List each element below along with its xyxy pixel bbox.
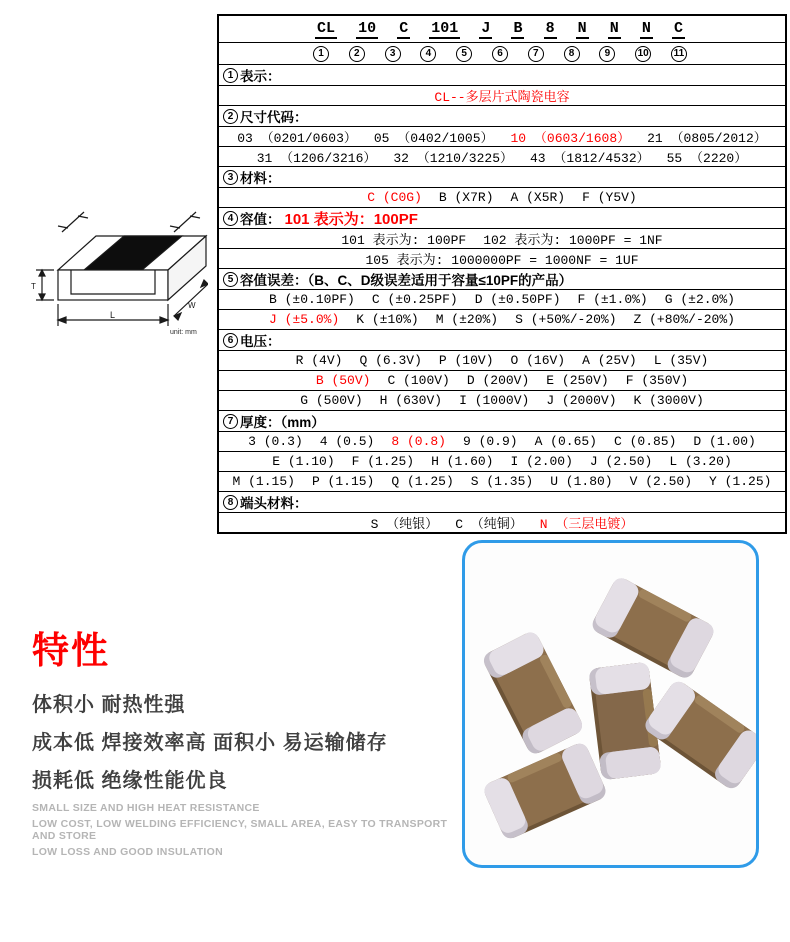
table-row <box>219 431 785 451</box>
table-cell: L (3.20) <box>669 454 732 469</box>
table-cell: 105 表示为: 1000000PF = 1000NF = 1UF <box>365 253 639 268</box>
features-title: 特性 <box>32 630 110 671</box>
table-cell: F (350V) <box>625 373 689 388</box>
diagram-unit-label: unit: mm <box>170 329 197 336</box>
table-cell: E (1.10) <box>272 454 335 469</box>
table-cell: C (100V) <box>387 373 450 388</box>
feature-en-line: SMALL SIZE AND HIGH HEAT RESISTANCE <box>32 802 260 814</box>
table-cell: 05 （0402/1005） <box>373 131 494 146</box>
section-title: 电压： <box>240 334 281 349</box>
table-cell: K (±10%) <box>356 312 419 327</box>
table-cell: 55 （2220） <box>666 151 748 166</box>
feature-line: 损耗低 绝缘性能优良 <box>32 770 228 792</box>
table-cell: S （纯银） <box>370 517 439 532</box>
feature-line: 体积小 耐热性强 <box>32 694 186 716</box>
position-number-badge: 11 <box>671 46 687 62</box>
table-cell: H (630V) <box>379 393 443 408</box>
table-cell-highlighted: 8 (0.8) <box>391 434 446 449</box>
table-cell-highlighted: N （三层电镀） <box>539 517 634 532</box>
table-cell: A (0.65) <box>534 434 597 449</box>
table-cell: A (X5R) <box>510 190 566 205</box>
table-cell: I (1000V) <box>459 393 530 408</box>
table-cell: 43 （1812/4532） <box>530 151 650 166</box>
table-cell: B (X7R) <box>438 190 494 205</box>
position-number-badge: 9 <box>599 46 615 62</box>
feature-en-line: LOW COST, LOW WELDING EFFICIENCY, SMALL AREA, EASY TO TRANSPORT AND STORE <box>32 818 448 842</box>
table-row <box>219 42 785 64</box>
table-row <box>219 309 785 329</box>
mlcc-chips-photo <box>465 543 756 865</box>
table-cell: F (±1.0%) <box>577 292 648 307</box>
table-row <box>219 16 785 42</box>
table-cell: D (1.00) <box>693 434 756 449</box>
table-cell-highlighted: 10 （0603/1608） <box>510 131 631 146</box>
table-cell: Z (+80%/-20%) <box>633 312 735 327</box>
table-cell: J (2.50) <box>589 454 653 469</box>
table-cell: 9 (0.9) <box>462 434 518 449</box>
table-row <box>219 491 785 512</box>
table-cell: Y (1.25) <box>709 474 772 489</box>
table-cell: V (2.50) <box>629 474 693 489</box>
diagram-label-l: L <box>110 310 116 320</box>
feature-line: 成本低 焊接效率高 面积小 易运输储存 <box>32 732 388 754</box>
table-cell: S (+50%/-20%) <box>515 312 617 327</box>
position-number-badge: 6 <box>492 46 508 62</box>
table-row <box>219 105 785 126</box>
position-number-badge: 10 <box>635 46 651 62</box>
table-cell: 32 （1210/3225） <box>393 151 513 166</box>
table-cell: J (2000V) <box>546 393 617 408</box>
table-cell-highlighted: CL--多层片式陶瓷电容 <box>434 90 570 105</box>
table-cell: A (25V) <box>582 353 637 368</box>
section-title: 容值： <box>240 212 281 227</box>
table-cell: G (±2.0%) <box>664 292 735 307</box>
table-row <box>219 146 785 166</box>
table-cell: F (Y5V) <box>582 190 637 205</box>
table-cell: D (200V) <box>466 373 530 388</box>
table-cell: P (10V) <box>438 353 494 368</box>
table-cell: D (±0.50PF) <box>474 292 561 307</box>
table-row <box>219 350 785 370</box>
table-row <box>219 64 785 85</box>
table-cell: H (1.60) <box>431 454 494 469</box>
table-cell: 03 （0201/0603） <box>237 131 357 146</box>
part-code-segment: 10 <box>358 19 377 37</box>
part-code-segment: N <box>577 19 587 37</box>
section-number-badge: 1 <box>223 68 238 83</box>
table-cell: R (4V) <box>295 353 343 368</box>
table-cell: U (1.80) <box>550 474 613 489</box>
product-photo-panel <box>462 540 759 868</box>
table-row <box>219 207 785 228</box>
features-english <box>32 802 452 858</box>
section-number-badge: 3 <box>223 170 238 185</box>
table-cell: K (3000V) <box>633 393 704 408</box>
table-cell: O (16V) <box>510 353 566 368</box>
table-cell-highlighted: B (50V) <box>315 373 371 388</box>
table-cell: M (±20%) <box>435 312 499 327</box>
table-cell: 31 （1206/3216） <box>256 151 377 166</box>
table-cell: 102 表示为: 1000PF = 1NF <box>483 233 663 248</box>
diagram-label-w: W <box>188 301 196 310</box>
section-title: 表示： <box>240 69 281 84</box>
table-cell: E (250V) <box>546 373 609 388</box>
section-number-badge: 7 <box>223 414 238 429</box>
table-cell: L (35V) <box>653 353 709 368</box>
section-number-badge: 2 <box>223 109 238 124</box>
table-cell: P (1.15) <box>311 474 375 489</box>
section-number-badge: 8 <box>223 495 238 510</box>
part-number-spec-table <box>217 14 787 534</box>
table-cell: S (1.35) <box>470 474 534 489</box>
table-cell-highlighted: C (C0G) <box>367 190 422 205</box>
section-title: 材料： <box>240 171 281 186</box>
position-number-badge: 2 <box>349 46 365 62</box>
table-row <box>219 512 785 532</box>
table-row <box>219 289 785 309</box>
section-title: 厚度：（mm） <box>240 415 325 430</box>
table-cell: I (2.00) <box>510 454 573 469</box>
part-code-segment: B <box>513 19 523 37</box>
table-cell: 21 （0805/2012） <box>647 131 767 146</box>
table-cell: 3 (0.3) <box>248 434 303 449</box>
position-number-badge: 7 <box>528 46 544 62</box>
table-row <box>219 370 785 390</box>
table-cell: Q (1.25) <box>391 474 454 489</box>
table-row <box>219 228 785 248</box>
table-cell: C （纯铜） <box>455 517 523 532</box>
table-row <box>219 85 785 105</box>
part-code-segment: N <box>609 19 619 37</box>
section-highlight-value: 101 表示为：100PF <box>284 210 418 228</box>
table-cell: G (500V) <box>300 393 363 408</box>
table-cell: M (1.15) <box>232 474 295 489</box>
table-cell: B (±0.10PF) <box>269 292 355 307</box>
feature-en-line: LOW LOSS AND GOOD INSULATION <box>32 846 223 858</box>
table-cell: 4 (0.5) <box>319 434 375 449</box>
table-cell-highlighted: J (±5.0%) <box>269 312 340 327</box>
table-cell: C (±0.25PF) <box>371 292 458 307</box>
position-number-badge: 3 <box>385 46 401 62</box>
position-number-badge: 5 <box>456 46 472 62</box>
table-cell: 101 表示为: 100PF <box>341 233 467 248</box>
part-code-segment: CL <box>317 19 336 37</box>
table-row <box>219 471 785 491</box>
section-number-badge: 6 <box>223 333 238 348</box>
table-row <box>219 248 785 268</box>
part-code-segment: N <box>641 19 651 37</box>
table-row <box>219 410 785 431</box>
section-number-badge: 5 <box>223 272 238 287</box>
section-title: 端头材料： <box>240 496 308 511</box>
table-cell: F (1.25) <box>351 454 415 469</box>
part-code-segment: 8 <box>545 19 555 37</box>
chip-dimension-diagram <box>28 208 208 338</box>
table-row <box>219 268 785 289</box>
position-number-badge: 1 <box>313 46 329 62</box>
table-row <box>219 126 785 146</box>
table-cell: Q (6.3V) <box>359 353 422 368</box>
part-code-segment: 101 <box>431 19 459 37</box>
position-number-badge: 4 <box>420 46 436 62</box>
part-code-segment: J <box>481 19 491 37</box>
table-cell: C (0.85) <box>614 434 677 449</box>
table-row <box>219 187 785 207</box>
table-row <box>219 166 785 187</box>
features-section <box>32 620 452 862</box>
position-number-badge: 8 <box>564 46 580 62</box>
table-row <box>219 329 785 350</box>
section-title: 尺寸代码： <box>240 110 308 125</box>
section-number-badge: 4 <box>223 211 238 226</box>
table-row <box>219 390 785 410</box>
part-code-segment: C <box>399 19 409 37</box>
diagram-label-t: T <box>31 282 36 291</box>
table-row <box>219 451 785 471</box>
section-title: 容值误差：（B、C、D级误差适用于容量≤10PF的产品） <box>240 273 573 288</box>
part-code-segment: C <box>673 19 683 37</box>
